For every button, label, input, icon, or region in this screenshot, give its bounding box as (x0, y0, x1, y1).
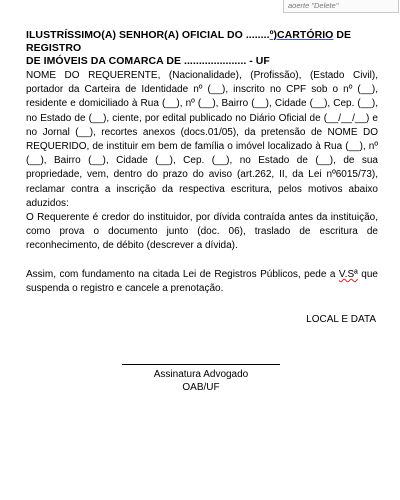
pedido-text-start: Assim, com fundamento na citada Lei de Registros Públicos, pede a (26, 269, 339, 280)
paragraph-requerente: NOME DO REQUERENTE, (Nacionalidade), (Profissão), (Estado Civil), portador da Carteira de Identidade nº (__), inscrito no CPF sob o nº (__), residente e domiciliado à Rua (__), nº (__), Bairro (__), Cidade (__), Cep. (__), no Estado de (__), ciente, por edital publicado no Diário Oficial de (__/__/__) e no Jornal (__), recortes anexos (docs.01/05), da pretensão de NOME DO REQUERIDO, de instituir em bem de família o imóvel localizado à Rua (__), nº (__), Bairro (__), Cidade (__), Cep. (__), no Estado de (__), de sua propriedade, vem, dentro do prazo do aviso (art.262, II, da Lei nº6015/73), reclamar contra a inscrição da respectiva escritura, pelos motivos abaixo aduzidos: (26, 70, 378, 209)
pedido-text-end: que suspenda o registro e cancele a prenotação. (26, 269, 378, 295)
heading-line1-end: DE REGISTRO (26, 29, 352, 54)
document-heading (26, 29, 378, 68)
signature-line (122, 364, 280, 365)
paragraph-credor: O Requerente é credor do instituidor, por dívida contraída antes da instituição, como prova o documento junto (doc. 06), traslado de escritura de reconhecimento, de débito (descrever a dívida). (26, 212, 378, 252)
paragraph-pedido (26, 268, 378, 296)
heading-line2: DE IMÓVEIS DA COMARCA DE ..................... - UF (26, 55, 270, 67)
signature-oab: OAB/UF (182, 382, 220, 393)
spellcheck-flagged-word: V.Sª (338, 269, 358, 280)
comment-balloon[interactable]: aoerte "Delete" (283, 0, 399, 13)
heading-line1-start: ILUSTRÍSSIMO(A) SENHOR(A) OFICIAL DO ........ (26, 29, 270, 41)
heading-cartorio-field: º)CARTÓRIO (269, 29, 334, 41)
signature-name: Assinatura Advogado (153, 369, 249, 380)
local-e-data: LOCAL E DATA (306, 314, 376, 325)
